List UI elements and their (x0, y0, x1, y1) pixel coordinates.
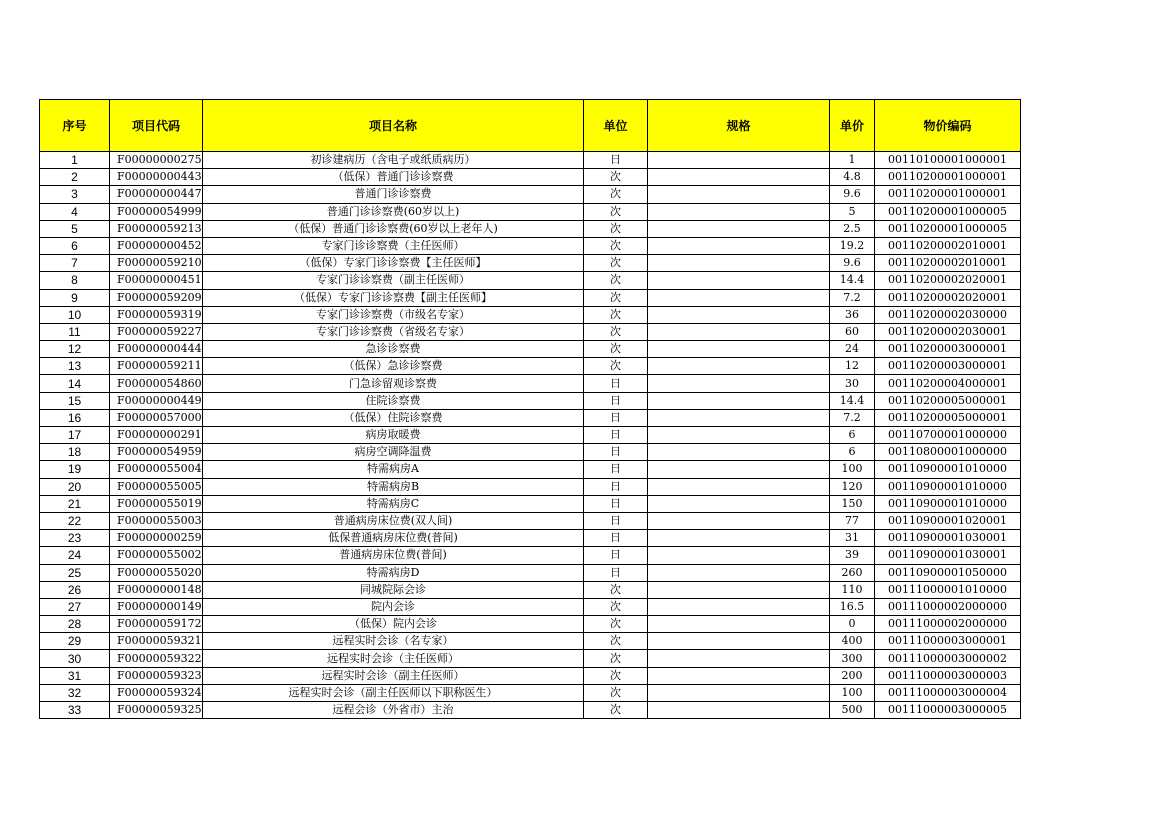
cell-name[interactable]: （低保）专家门诊诊察费【主任医师】 (203, 255, 584, 272)
cell-unit[interactable]: 日 (584, 495, 648, 512)
cell-seq[interactable]: 25 (40, 564, 110, 581)
cell-price-code[interactable]: 00110200001000005 (875, 220, 1021, 237)
cell-spec[interactable] (648, 255, 830, 272)
cell-code[interactable]: F00000000447 (110, 186, 203, 203)
cell-seq[interactable]: 15 (40, 392, 110, 409)
cell-price-code[interactable]: 00110200002010001 (875, 255, 1021, 272)
table-row (40, 702, 1021, 719)
cell-unit[interactable]: 日 (584, 375, 648, 392)
cell-code[interactable]: F00000059319 (110, 306, 203, 323)
cell-price-code[interactable]: 00110100001000001 (875, 152, 1021, 169)
header-seq[interactable]: 序号 (40, 100, 110, 152)
cell-name[interactable]: 专家门诊诊察费（主任医师） (203, 237, 584, 254)
cell-unit[interactable]: 日 (584, 427, 648, 444)
cell-price[interactable]: 12 (830, 358, 875, 375)
cell-price[interactable]: 1 (830, 152, 875, 169)
cell-name[interactable]: 院内会诊 (203, 598, 584, 615)
cell-spec[interactable] (648, 169, 830, 186)
cell-price[interactable]: 14.4 (830, 392, 875, 409)
cell-price[interactable]: 7.2 (830, 409, 875, 426)
cell-code[interactable]: F00000059172 (110, 616, 203, 633)
table-body (40, 152, 1021, 719)
cell-price-code[interactable]: 00110200002030000 (875, 306, 1021, 323)
cell-name[interactable]: 普通病房床位费(普间) (203, 547, 584, 564)
cell-seq[interactable]: 3 (40, 186, 110, 203)
cell-spec[interactable] (648, 667, 830, 684)
cell-code[interactable]: F00000055020 (110, 564, 203, 581)
cell-spec[interactable] (648, 564, 830, 581)
cell-code[interactable]: F00000059210 (110, 255, 203, 272)
cell-seq[interactable]: 18 (40, 444, 110, 461)
cell-code[interactable]: F00000054959 (110, 444, 203, 461)
cell-code[interactable]: F00000054999 (110, 203, 203, 220)
cell-unit[interactable]: 次 (584, 306, 648, 323)
cell-price-code[interactable]: 00110200003000001 (875, 341, 1021, 358)
cell-code[interactable]: F00000000148 (110, 581, 203, 598)
cell-code[interactable]: F00000000452 (110, 237, 203, 254)
table-row (40, 650, 1021, 667)
cell-code[interactable]: F00000057000 (110, 409, 203, 426)
cell-name[interactable]: （低保）院内会诊 (203, 616, 584, 633)
cell-price-code[interactable]: 00110200004000001 (875, 375, 1021, 392)
cell-seq[interactable]: 4 (40, 203, 110, 220)
cell-unit[interactable]: 次 (584, 323, 648, 340)
cell-price[interactable]: 500 (830, 702, 875, 719)
table-row (40, 375, 1021, 392)
cell-price[interactable]: 4.8 (830, 169, 875, 186)
cell-unit[interactable]: 次 (584, 341, 648, 358)
cell-unit[interactable]: 次 (584, 667, 648, 684)
cell-price[interactable]: 14.4 (830, 272, 875, 289)
cell-unit[interactable]: 日 (584, 512, 648, 529)
cell-price-code[interactable]: 00110200002030001 (875, 323, 1021, 340)
table-row (40, 616, 1021, 633)
cell-spec[interactable] (648, 650, 830, 667)
cell-price[interactable]: 39 (830, 547, 875, 564)
cell-price-code[interactable]: 00111000002000000 (875, 598, 1021, 615)
cell-code[interactable]: F00000000444 (110, 341, 203, 358)
cell-code[interactable]: F00000059213 (110, 220, 203, 237)
cell-price[interactable]: 150 (830, 495, 875, 512)
table-row (40, 564, 1021, 581)
cell-name[interactable]: 普通门诊诊察费 (203, 186, 584, 203)
cell-name[interactable]: 专家门诊诊察费（市级名专家） (203, 306, 584, 323)
cell-spec[interactable] (648, 186, 830, 203)
table-row (40, 512, 1021, 529)
cell-name[interactable]: （低保）普通门诊诊察费 (203, 169, 584, 186)
header-name[interactable]: 项目名称 (203, 100, 584, 152)
cell-spec[interactable] (648, 495, 830, 512)
cell-seq[interactable]: 30 (40, 650, 110, 667)
cell-price[interactable]: 77 (830, 512, 875, 529)
cell-unit[interactable]: 日 (584, 461, 648, 478)
cell-seq[interactable]: 1 (40, 152, 110, 169)
cell-unit[interactable]: 日 (584, 564, 648, 581)
cell-name[interactable]: （低保）住院诊察费 (203, 409, 584, 426)
cell-price[interactable]: 9.6 (830, 186, 875, 203)
header-price-code[interactable]: 物价编码 (875, 100, 1021, 152)
cell-code[interactable]: F00000055005 (110, 478, 203, 495)
cell-price[interactable]: 260 (830, 564, 875, 581)
cell-seq[interactable]: 6 (40, 237, 110, 254)
cell-code[interactable]: F00000000149 (110, 598, 203, 615)
cell-code[interactable]: F00000000451 (110, 272, 203, 289)
cell-price-code[interactable]: 00110900001020001 (875, 512, 1021, 529)
cell-spec[interactable] (648, 444, 830, 461)
cell-price-code[interactable]: 00110900001010000 (875, 495, 1021, 512)
price-list-table (39, 99, 1021, 719)
cell-name[interactable]: 远程会诊（外省市）主治 (203, 702, 584, 719)
cell-seq[interactable]: 26 (40, 581, 110, 598)
table-row (40, 152, 1021, 169)
cell-code[interactable]: F00000000291 (110, 427, 203, 444)
cell-spec[interactable] (648, 409, 830, 426)
cell-price[interactable]: 2.5 (830, 220, 875, 237)
cell-name[interactable]: 特需病房C (203, 495, 584, 512)
cell-name[interactable]: 病房空调降温费 (203, 444, 584, 461)
cell-spec[interactable] (648, 581, 830, 598)
cell-code[interactable]: F00000059323 (110, 667, 203, 684)
cell-name[interactable]: 特需病房A (203, 461, 584, 478)
cell-price[interactable]: 100 (830, 461, 875, 478)
cell-seq[interactable]: 8 (40, 272, 110, 289)
cell-name[interactable]: 同城院际会诊 (203, 581, 584, 598)
cell-name[interactable]: 远程实时会诊（副主任医师以下职称医生） (203, 684, 584, 701)
table-row (40, 667, 1021, 684)
cell-name[interactable]: 普通门诊诊察费(60岁以上) (203, 203, 584, 220)
cell-code[interactable]: F00000055003 (110, 512, 203, 529)
cell-code[interactable]: F00000059209 (110, 289, 203, 306)
table-row (40, 547, 1021, 564)
cell-name[interactable]: 远程实时会诊（名专家） (203, 633, 584, 650)
cell-seq[interactable]: 27 (40, 598, 110, 615)
cell-unit[interactable]: 次 (584, 702, 648, 719)
header-row (40, 100, 1021, 152)
cell-spec[interactable] (648, 461, 830, 478)
table-row (40, 461, 1021, 478)
cell-name[interactable]: 门急诊留观诊察费 (203, 375, 584, 392)
cell-price[interactable]: 9.6 (830, 255, 875, 272)
cell-seq[interactable]: 16 (40, 409, 110, 426)
cell-seq[interactable]: 12 (40, 341, 110, 358)
cell-seq[interactable]: 5 (40, 220, 110, 237)
cell-price-code[interactable]: 00111000003000004 (875, 684, 1021, 701)
cell-spec[interactable] (648, 152, 830, 169)
cell-price[interactable]: 16.5 (830, 598, 875, 615)
cell-code[interactable]: F00000000449 (110, 392, 203, 409)
cell-spec[interactable] (648, 427, 830, 444)
table-row (40, 341, 1021, 358)
cell-seq[interactable]: 11 (40, 323, 110, 340)
table-row (40, 169, 1021, 186)
cell-spec[interactable] (648, 375, 830, 392)
cell-code[interactable]: F00000059324 (110, 684, 203, 701)
cell-price[interactable]: 120 (830, 478, 875, 495)
cell-spec[interactable] (648, 272, 830, 289)
table-row (40, 684, 1021, 701)
table-row (40, 289, 1021, 306)
table-row (40, 427, 1021, 444)
cell-spec[interactable] (648, 530, 830, 547)
cell-price[interactable]: 7.2 (830, 289, 875, 306)
table-row (40, 409, 1021, 426)
cell-price-code[interactable]: 00110800001000000 (875, 444, 1021, 461)
table-row (40, 306, 1021, 323)
cell-name[interactable]: 专家门诊诊察费（省级名专家） (203, 323, 584, 340)
cell-name[interactable]: 急诊诊察费 (203, 341, 584, 358)
cell-price-code[interactable]: 00110900001050000 (875, 564, 1021, 581)
cell-price[interactable]: 100 (830, 684, 875, 701)
cell-seq[interactable]: 23 (40, 530, 110, 547)
cell-unit[interactable]: 日 (584, 409, 648, 426)
cell-spec[interactable] (648, 289, 830, 306)
cell-seq[interactable]: 13 (40, 358, 110, 375)
cell-unit[interactable]: 日 (584, 530, 648, 547)
cell-unit[interactable]: 次 (584, 186, 648, 203)
cell-name[interactable]: （低保）专家门诊诊察费【副主任医师】 (203, 289, 584, 306)
cell-seq[interactable]: 10 (40, 306, 110, 323)
cell-seq[interactable]: 29 (40, 633, 110, 650)
cell-code[interactable]: F00000000275 (110, 152, 203, 169)
header-spec[interactable]: 规格 (648, 100, 830, 152)
cell-price-code[interactable]: 00110200005000001 (875, 392, 1021, 409)
cell-unit[interactable]: 日 (584, 152, 648, 169)
cell-price[interactable]: 30 (830, 375, 875, 392)
cell-name[interactable]: （低保）急诊诊察费 (203, 358, 584, 375)
cell-price-code[interactable]: 00110200002020001 (875, 272, 1021, 289)
cell-price-code[interactable]: 00110900001010000 (875, 478, 1021, 495)
cell-unit[interactable]: 次 (584, 650, 648, 667)
cell-name[interactable]: （低保）普通门诊诊察费(60岁以上老年人) (203, 220, 584, 237)
cell-spec[interactable] (648, 547, 830, 564)
cell-name[interactable]: 远程实时会诊（副主任医师） (203, 667, 584, 684)
cell-spec[interactable] (648, 323, 830, 340)
cell-spec[interactable] (648, 392, 830, 409)
cell-price-code[interactable]: 00110200001000001 (875, 186, 1021, 203)
table-row (40, 237, 1021, 254)
cell-price[interactable]: 6 (830, 427, 875, 444)
table-row (40, 444, 1021, 461)
cell-price-code[interactable]: 00110200002010001 (875, 237, 1021, 254)
cell-spec[interactable] (648, 306, 830, 323)
cell-code[interactable]: F00000054860 (110, 375, 203, 392)
table-row (40, 633, 1021, 650)
cell-unit[interactable]: 日 (584, 478, 648, 495)
table-row (40, 495, 1021, 512)
cell-unit[interactable]: 次 (584, 358, 648, 375)
cell-price[interactable]: 200 (830, 667, 875, 684)
cell-price[interactable]: 400 (830, 633, 875, 650)
cell-name[interactable]: 病房取暖费 (203, 427, 584, 444)
cell-code[interactable]: F00000059321 (110, 633, 203, 650)
cell-price[interactable]: 5 (830, 203, 875, 220)
cell-price-code[interactable]: 00110700001000000 (875, 427, 1021, 444)
cell-unit[interactable]: 次 (584, 684, 648, 701)
cell-code[interactable]: F00000055019 (110, 495, 203, 512)
cell-code[interactable]: F00000000259 (110, 530, 203, 547)
cell-price-code[interactable]: 00110900001030001 (875, 547, 1021, 564)
table-row (40, 478, 1021, 495)
cell-seq[interactable]: 22 (40, 512, 110, 529)
table-row (40, 392, 1021, 409)
cell-unit[interactable]: 日 (584, 547, 648, 564)
cell-price-code[interactable]: 00110900001030001 (875, 530, 1021, 547)
cell-unit[interactable]: 次 (584, 616, 648, 633)
cell-price-code[interactable]: 00110200005000001 (875, 409, 1021, 426)
cell-price-code[interactable]: 00110200001000005 (875, 203, 1021, 220)
cell-price-code[interactable]: 00110200002020001 (875, 289, 1021, 306)
cell-spec[interactable] (648, 616, 830, 633)
cell-unit[interactable]: 次 (584, 237, 648, 254)
cell-price-code[interactable]: 00111000003000001 (875, 633, 1021, 650)
cell-seq[interactable]: 9 (40, 289, 110, 306)
cell-seq[interactable]: 14 (40, 375, 110, 392)
table-row (40, 255, 1021, 272)
cell-unit[interactable]: 次 (584, 289, 648, 306)
cell-name[interactable]: 普通病房床位费(双人间) (203, 512, 584, 529)
cell-price[interactable]: 300 (830, 650, 875, 667)
cell-name[interactable]: 低保普通病房床位费(普间) (203, 530, 584, 547)
cell-seq[interactable]: 17 (40, 427, 110, 444)
cell-unit[interactable]: 日 (584, 392, 648, 409)
cell-price-code[interactable]: 00110200003000001 (875, 358, 1021, 375)
cell-price[interactable]: 19.2 (830, 237, 875, 254)
cell-unit[interactable]: 次 (584, 633, 648, 650)
cell-spec[interactable] (648, 478, 830, 495)
cell-seq[interactable]: 33 (40, 702, 110, 719)
cell-seq[interactable]: 19 (40, 461, 110, 478)
cell-price[interactable]: 110 (830, 581, 875, 598)
table-row (40, 186, 1021, 203)
cell-name[interactable]: 住院诊察费 (203, 392, 584, 409)
table-row (40, 530, 1021, 547)
cell-price[interactable]: 0 (830, 616, 875, 633)
cell-seq[interactable]: 24 (40, 547, 110, 564)
cell-seq[interactable]: 7 (40, 255, 110, 272)
cell-unit[interactable]: 次 (584, 598, 648, 615)
header-price[interactable]: 单价 (830, 100, 875, 152)
cell-spec[interactable] (648, 684, 830, 701)
cell-spec[interactable] (648, 237, 830, 254)
cell-name[interactable]: 特需病房D (203, 564, 584, 581)
cell-spec[interactable] (648, 203, 830, 220)
cell-price-code[interactable]: 00110900001010000 (875, 461, 1021, 478)
cell-unit[interactable]: 次 (584, 581, 648, 598)
cell-spec[interactable] (648, 598, 830, 615)
price-list-sheet (39, 99, 1020, 719)
cell-seq[interactable]: 21 (40, 495, 110, 512)
header-code[interactable]: 项目代码 (110, 100, 203, 152)
cell-price[interactable]: 60 (830, 323, 875, 340)
cell-price[interactable]: 24 (830, 341, 875, 358)
header-unit[interactable]: 单位 (584, 100, 648, 152)
cell-spec[interactable] (648, 512, 830, 529)
cell-name[interactable]: 远程实时会诊（主任医师） (203, 650, 584, 667)
cell-unit[interactable]: 次 (584, 272, 648, 289)
cell-code[interactable]: F00000059325 (110, 702, 203, 719)
cell-spec[interactable] (648, 702, 830, 719)
cell-unit[interactable]: 次 (584, 220, 648, 237)
cell-seq[interactable]: 20 (40, 478, 110, 495)
cell-name[interactable]: 初诊建病历（含电子或纸质病历） (203, 152, 584, 169)
table-row (40, 323, 1021, 340)
cell-price[interactable]: 31 (830, 530, 875, 547)
cell-price[interactable]: 6 (830, 444, 875, 461)
cell-unit[interactable]: 次 (584, 203, 648, 220)
cell-price-code[interactable]: 00111000002000000 (875, 616, 1021, 633)
table-row (40, 272, 1021, 289)
cell-unit[interactable]: 次 (584, 255, 648, 272)
cell-price-code[interactable]: 00111000001010000 (875, 581, 1021, 598)
table-row (40, 581, 1021, 598)
cell-seq[interactable]: 32 (40, 684, 110, 701)
cell-unit[interactable]: 日 (584, 444, 648, 461)
cell-spec[interactable] (648, 633, 830, 650)
cell-code[interactable]: F00000059211 (110, 358, 203, 375)
table-row (40, 598, 1021, 615)
cell-code[interactable]: F00000059227 (110, 323, 203, 340)
cell-seq[interactable]: 28 (40, 616, 110, 633)
cell-spec[interactable] (648, 358, 830, 375)
table-row (40, 220, 1021, 237)
cell-price[interactable]: 36 (830, 306, 875, 323)
cell-price-code[interactable]: 00110200001000001 (875, 169, 1021, 186)
table-row (40, 358, 1021, 375)
cell-name[interactable]: 专家门诊诊察费（副主任医师） (203, 272, 584, 289)
cell-price-code[interactable]: 00111000003000003 (875, 667, 1021, 684)
cell-code[interactable]: F00000000443 (110, 169, 203, 186)
cell-unit[interactable]: 次 (584, 169, 648, 186)
cell-spec[interactable] (648, 220, 830, 237)
cell-code[interactable]: F00000055004 (110, 461, 203, 478)
cell-code[interactable]: F00000055002 (110, 547, 203, 564)
cell-name[interactable]: 特需病房B (203, 478, 584, 495)
table-row (40, 203, 1021, 220)
cell-spec[interactable] (648, 341, 830, 358)
cell-seq[interactable]: 2 (40, 169, 110, 186)
cell-price-code[interactable]: 00111000003000005 (875, 702, 1021, 719)
cell-price-code[interactable]: 00111000003000002 (875, 650, 1021, 667)
cell-code[interactable]: F00000059322 (110, 650, 203, 667)
cell-seq[interactable]: 31 (40, 667, 110, 684)
